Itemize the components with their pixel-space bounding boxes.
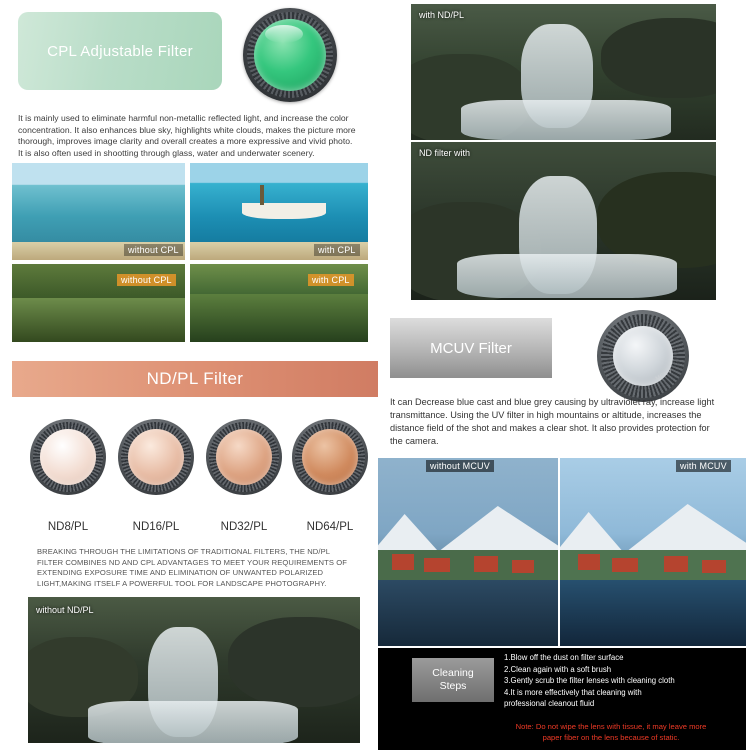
- house-shape: [702, 560, 726, 573]
- cpl-sample-caption-2: with CPL: [314, 244, 360, 256]
- house-shape: [512, 560, 534, 573]
- ndfilter-with-photo: [411, 142, 716, 300]
- nd64-filter-image: [292, 419, 368, 495]
- cpl-banner-title: CPL Adjustable Filter: [47, 42, 193, 60]
- cpl-filter-image: [243, 8, 337, 102]
- boat-shape: [242, 203, 326, 219]
- cleaning-steps-badge: [412, 658, 494, 702]
- nd8-filter-glass: [40, 429, 96, 485]
- cpl-sample-caption-4: with CPL: [308, 274, 354, 286]
- cleaning-note-line2: paper fiber on the lens because of static.: [542, 732, 680, 742]
- cleaning-note: [480, 722, 742, 743]
- mcuv-sample-photo-without: [378, 458, 558, 646]
- house-shape: [424, 558, 450, 572]
- nd64-filter-glass: [302, 429, 358, 485]
- cleaning-step-2: 2.Clean again with a soft brush: [504, 664, 612, 674]
- cpl-sample-photo-4: [190, 264, 368, 342]
- mcuv-filter-image: [597, 310, 689, 402]
- house-shape: [612, 558, 638, 572]
- cpl-filter-highlight: [265, 25, 303, 43]
- nd64-filter-label: ND64/PL: [306, 521, 354, 533]
- nd16-filter-image: [118, 419, 194, 495]
- ndpl-sample-photo: [28, 597, 360, 743]
- nd16-filter-label: ND16/PL: [132, 521, 180, 533]
- nd8-filter-image: [30, 419, 106, 495]
- nd32-filter-glass: [216, 429, 272, 485]
- ndpl-banner-title: ND/PL Filter: [146, 369, 244, 388]
- cpl-sample-photo-2: [190, 163, 368, 260]
- cleaning-badge-line2: Steps: [439, 680, 467, 692]
- house-shape: [664, 556, 688, 572]
- ndpl-top-photo-caption: with ND/PL: [419, 10, 465, 20]
- mcuv-caption-without: without MCUV: [426, 460, 494, 472]
- cleaning-note-line1: Note: Do not wipe the lens with tissue, it may leave more: [515, 722, 707, 731]
- mountain-shape: [438, 506, 558, 552]
- mcuv-banner-title: MCUV Filter: [430, 339, 512, 357]
- water-pool-shape: [457, 254, 677, 298]
- nd16-filter-glass: [128, 429, 184, 485]
- cpl-sample-photo-1: [12, 163, 185, 260]
- cpl-sample-caption-3: without CPL: [117, 274, 176, 286]
- mcuv-caption-with: with MCUV: [676, 460, 731, 472]
- cleaning-steps-list: [504, 652, 744, 710]
- ndpl-top-photo: [411, 4, 716, 140]
- ndpl-description: BREAKING THROUGH THE LIMITATIONS OF TRADITIONAL FILTERS, THE ND/PL FILTER COMBINES ND AND CPL ADVANTAGES TO MEET YOUR REQUIREMENTS OF EXTENDING EXPOSURE TIME AND ELIMINATION OF UNWANTED POLARIZED LIGHT,MAKING ITSELF A POWERFUL TOOL FOR LANDSCAPE PHOTOGRAPHY.: [37, 547, 347, 588]
- cpl-banner: [18, 12, 222, 90]
- boat-mast-shape: [260, 185, 264, 205]
- cpl-sample-photo-3: [12, 264, 185, 342]
- mcuv-description: It can Decrease blue cast and blue grey causing by ultraviolet ray, increase light transmittance. Using the UV filter in high mountains or altitude, increases the distance field of the shot and makes a clear shot. It also provides protection for the camera.: [390, 397, 715, 446]
- cleaning-badge-line1: Cleaning: [432, 667, 474, 679]
- cleaning-step-3: 3.Gently scrub the filter lenses with cleaning cloth: [504, 676, 675, 686]
- cleaning-step-1: 1.Blow off the dust on filter surface: [504, 653, 624, 662]
- cpl-description: It is mainly used to eliminate harmful non-metallic reflected light, and increase the color concentration. It also enhances blue sky, highlights white clouds, makes the picture more thorough, improves image clarity and overall creates a more expressive and vivid photo. It is also often used in shootting through glass, water and underwater scenery.: [18, 113, 356, 158]
- ndpl-sample-caption: without ND/PL: [36, 605, 94, 615]
- mountain-shape: [626, 504, 746, 552]
- cpl-sample-caption-1: without CPL: [124, 244, 183, 256]
- mcuv-filter-marking: MCUV: [654, 367, 674, 383]
- water-band: [378, 580, 558, 646]
- foliage-band: [190, 294, 368, 342]
- house-shape: [578, 554, 600, 570]
- house-shape: [392, 554, 414, 570]
- rock-shape: [228, 617, 360, 707]
- house-shape: [474, 556, 498, 572]
- water-band: [560, 580, 746, 646]
- rock-shape: [601, 18, 716, 98]
- nd32-filter-image: [206, 419, 282, 495]
- nd32-filter-label: ND32/PL: [220, 521, 268, 533]
- ndfilter-with-caption: ND filter with: [419, 148, 471, 158]
- foliage-band: [12, 298, 185, 342]
- mcuv-banner: [390, 318, 552, 378]
- water-pool-shape: [461, 100, 671, 140]
- nd8-filter-label: ND8/PL: [47, 521, 89, 533]
- water-pool-shape: [88, 701, 298, 743]
- cleaning-step-4: 4.It is more effectively that cleaning with: [504, 687, 642, 697]
- mcuv-sample-photo-with: [560, 458, 746, 646]
- ndpl-banner: [12, 361, 378, 397]
- cleaning-step-4-cont: professional cleanout fluid: [504, 699, 595, 709]
